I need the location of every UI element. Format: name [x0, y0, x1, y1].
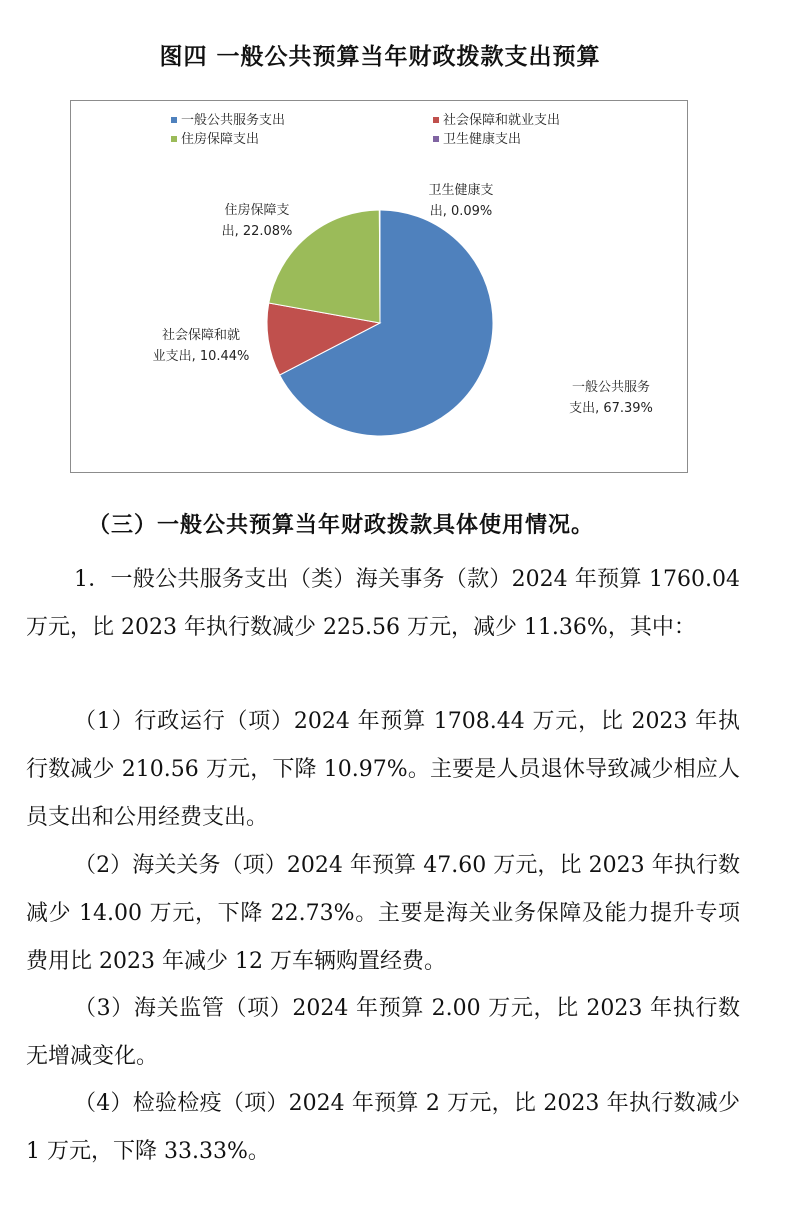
pie-data-label: 支出, 67.39%: [569, 401, 653, 416]
pie-data-label: 一般公共服务: [571, 380, 651, 395]
pie-data-label: 社会保障和就: [161, 328, 241, 343]
paragraph-customs-affairs: （2）海关关务（项）2024 年预算 47.60 万元，比 2023 年执行数减少 14.00 万元，下降 22.73%。主要是海关业务保障及能力提升专项费用比 2023 年减少 12 万车辆购置经费。: [26, 853, 740, 974]
legend-label: 社会保障和就业支出: [443, 113, 561, 128]
legend-swatch: [171, 117, 177, 123]
paragraph-customs-supervision: （3）海关监管（项）2024 年预算 2.00 万元，比 2023 年执行数无增减变化。: [26, 996, 740, 1069]
legend-swatch: [433, 136, 439, 142]
paragraph-inspection-quarantine: （4）检验检疫（项）2024 年预算 2 万元，比 2023 年执行数减少 1 万元，下降 33.33%。: [26, 1091, 740, 1164]
paragraph-administrative-operation: （1）行政运行（项）2024 年预算 1708.44 万元，比 2023 年执行数减少 210.56 万元，下降 10.97%。主要是人员退休导致减少相应人员支出和公用经费支出。: [26, 709, 740, 830]
legend-item: [171, 131, 259, 147]
pie-slices: [267, 210, 493, 436]
paragraph-general-public-services: 1．一般公共服务支出（类）海关事务（款）2024 年预算 1760.04 万元，比 2023 年执行数减少 225.56 万元，减少 11.36%，其中：: [26, 567, 740, 640]
legend-label: 住房保障支出: [181, 132, 260, 147]
pie-data-label: 出, 0.09%: [429, 204, 493, 219]
legend-item: [433, 131, 521, 147]
legend-label: 卫生健康支出: [443, 132, 522, 147]
pie-data-label: 业支出, 10.44%: [152, 349, 250, 364]
chart-legend: [171, 112, 560, 147]
pie-data-label: 住房保障支: [224, 203, 290, 218]
pie-data-label: 卫生健康支: [428, 183, 494, 198]
legend-swatch: [171, 136, 177, 142]
pie-chart-frame: [70, 100, 688, 473]
legend-item: [171, 112, 285, 128]
legend-label: 一般公共服务支出: [181, 113, 286, 128]
figure-title: 图四 一般公共预算当年财政拨款支出预算: [159, 43, 601, 70]
pie-chart: [71, 101, 687, 472]
legend-item: [433, 112, 560, 128]
section-heading: （三）一般公共预算当年财政拨款具体使用情况。: [88, 512, 595, 538]
pie-slice: [379, 210, 380, 323]
legend-swatch: [433, 117, 439, 123]
pie-data-label: 出, 22.08%: [221, 224, 293, 239]
